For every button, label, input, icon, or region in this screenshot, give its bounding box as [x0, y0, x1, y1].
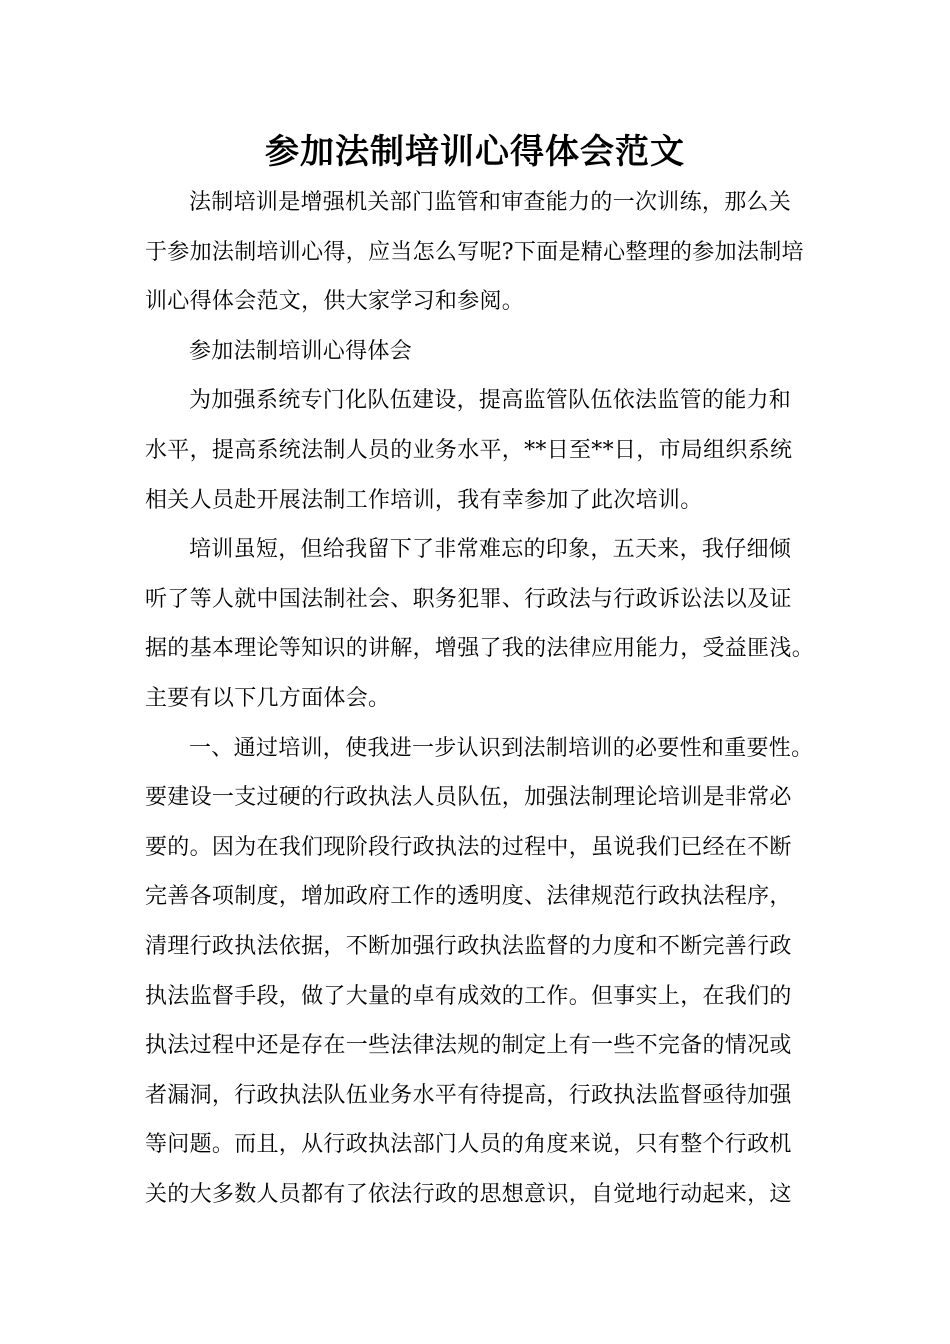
- text-line: 要的。因为在我们现阶段行政执法的过程中，虽说我们已经在不断: [145, 834, 792, 860]
- text-line: 水平，提高系统法制人员的业务水平，**日至**日，市局组织系统: [145, 437, 793, 463]
- text-line: 清理行政执法依据，不断加强行政执法监督的力度和不断完善行政: [145, 933, 792, 959]
- document-body: [145, 178, 815, 1219]
- text-line: 执法过程中还是存在一些法律法规的制定上有一些不完备的情况或: [145, 1033, 792, 1059]
- document-title: 参加法制培训心得体会范文: [265, 132, 685, 172]
- text-line: 要建设一支过硬的行政执法人员队伍，加强法制理论培训是非常必: [145, 785, 792, 811]
- text-line: 训心得体会范文，供大家学习和参阅。: [145, 289, 525, 315]
- text-line: 于参加法制培训心得，应当怎么写呢?下面是精心整理的参加法制培: [145, 239, 804, 265]
- text-line: 听了等人就中国法制社会、职务犯罪、行政法与行政诉讼法以及证: [145, 586, 792, 612]
- text-line: 一、通过培训，使我进一步认识到法制培训的必要性和重要性。: [189, 735, 814, 761]
- text-line: 参加法制培训心得体会: [189, 338, 413, 364]
- text-line: 培训虽短，但给我留下了非常难忘的印象，五天来，我仔细倾: [189, 537, 792, 563]
- text-line: 关的大多数人员都有了依法行政的思想意识，自觉地行动起来，这: [145, 1181, 792, 1207]
- text-line: 法制培训是增强机关部门监管和审查能力的一次训练，那么关: [189, 190, 792, 215]
- text-line: 等问题。而且，从行政执法部门人员的角度来说，只有整个行政机: [145, 1132, 792, 1158]
- text-line: 者漏洞，行政执法队伍业务水平有待提高，行政执法监督亟待加强: [145, 1082, 792, 1108]
- text-line: 主要有以下几方面体会。: [145, 685, 391, 711]
- text-line: 相关人员赴开展法制工作培训，我有幸参加了此次培训。: [145, 487, 703, 513]
- text-line: 完善各项制度，增加政府工作的透明度、法律规范行政执法程序，: [145, 884, 792, 910]
- text-line: 据的基本理论等知识的讲解，增强了我的法律应用能力，受益匪浅。: [145, 636, 815, 662]
- text-line: 执法监督手段，做了大量的卓有成效的工作。但事实上，在我们的: [145, 983, 792, 1009]
- text-line: 为加强系统专门化队伍建设，提高监管队伍依法监管的能力和: [189, 388, 792, 414]
